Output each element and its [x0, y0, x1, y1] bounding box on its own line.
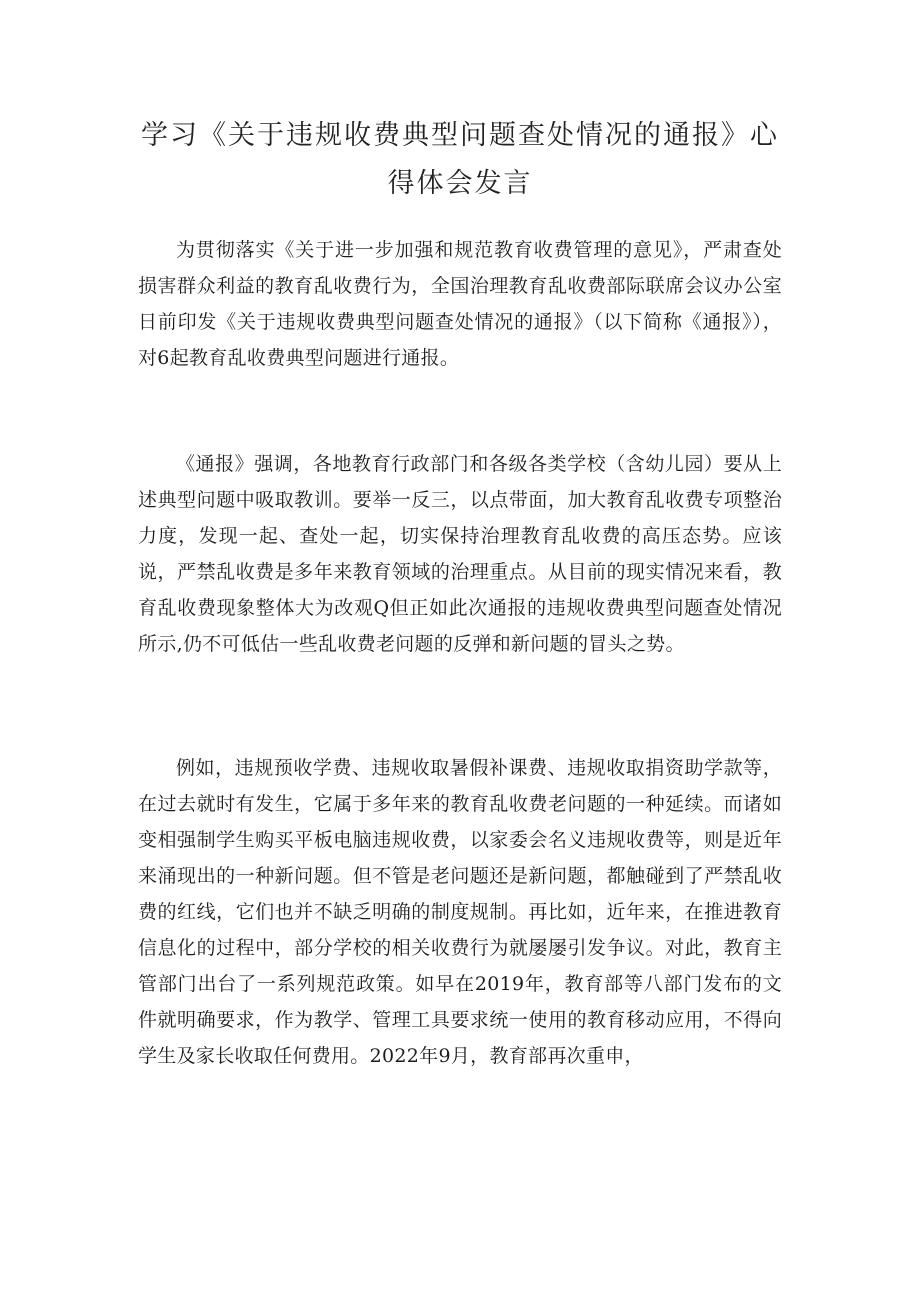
paragraph-2: 《通报》强调，各地教育行政部门和各级各类学校（含幼儿园）要从上述典型问题中吸取教训。要举一反三，以点带面，加大教育乱收费专项整治力度，发现一起、查处一起，切实保持治理教育乱收费的高压态势。应该说，严禁乱收费是多年来教育领域的治理重点。从目前的现实情况来看，教育乱收费现象整体大为改观Q但正如此次通报的违规收费典型问题查处情况所示,仍不可低估一些乱收费老问题的反弹和新问题的冒头之势。	[138, 453, 782, 655]
paragraph-3: 例如，违规预收学费、违规收取暑假补课费、违规收取捐资助学款等，在过去就时有发生，它属于多年来的教育乱收费老问题的一种延续。而诸如变相强制学生购买平板电脑违规收费，以家委会名义违规收费等，则是近年来涌现出的一种新问题。但不管是老问题还是新问题，都触碰到了严禁乱收费的红线，它们也并不缺乏明确的制度规制。再比如，近年来，在推进教育信息化的过程中，部分学校的相关收费行为就屡屡引发争议。对此，教育主管部门出台了一系列规范政策。如早在2019年，教育部等八部门发布的文件就明确要求，作为教学、管理工具要求统一使用的教育移动应用，不得向学生及家长收取任何费用。2022年9月，教育部再次重申，	[138, 757, 782, 1067]
document-title: 学习《关于违规收费典型问题查处情况的通报》心得体会发言	[141, 120, 779, 199]
paragraph-1: 为贯彻落实《关于进一步加强和规范教育收费管理的意见》，严肃查处损害群众利益的教育乱收费行为，全国治理教育乱收费部际联席会议办公室日前印发《关于违规收费典型问题查处情况的通报》（以下简称《通报》），对6起教育乱收费典型问题进行通报。	[138, 239, 782, 369]
